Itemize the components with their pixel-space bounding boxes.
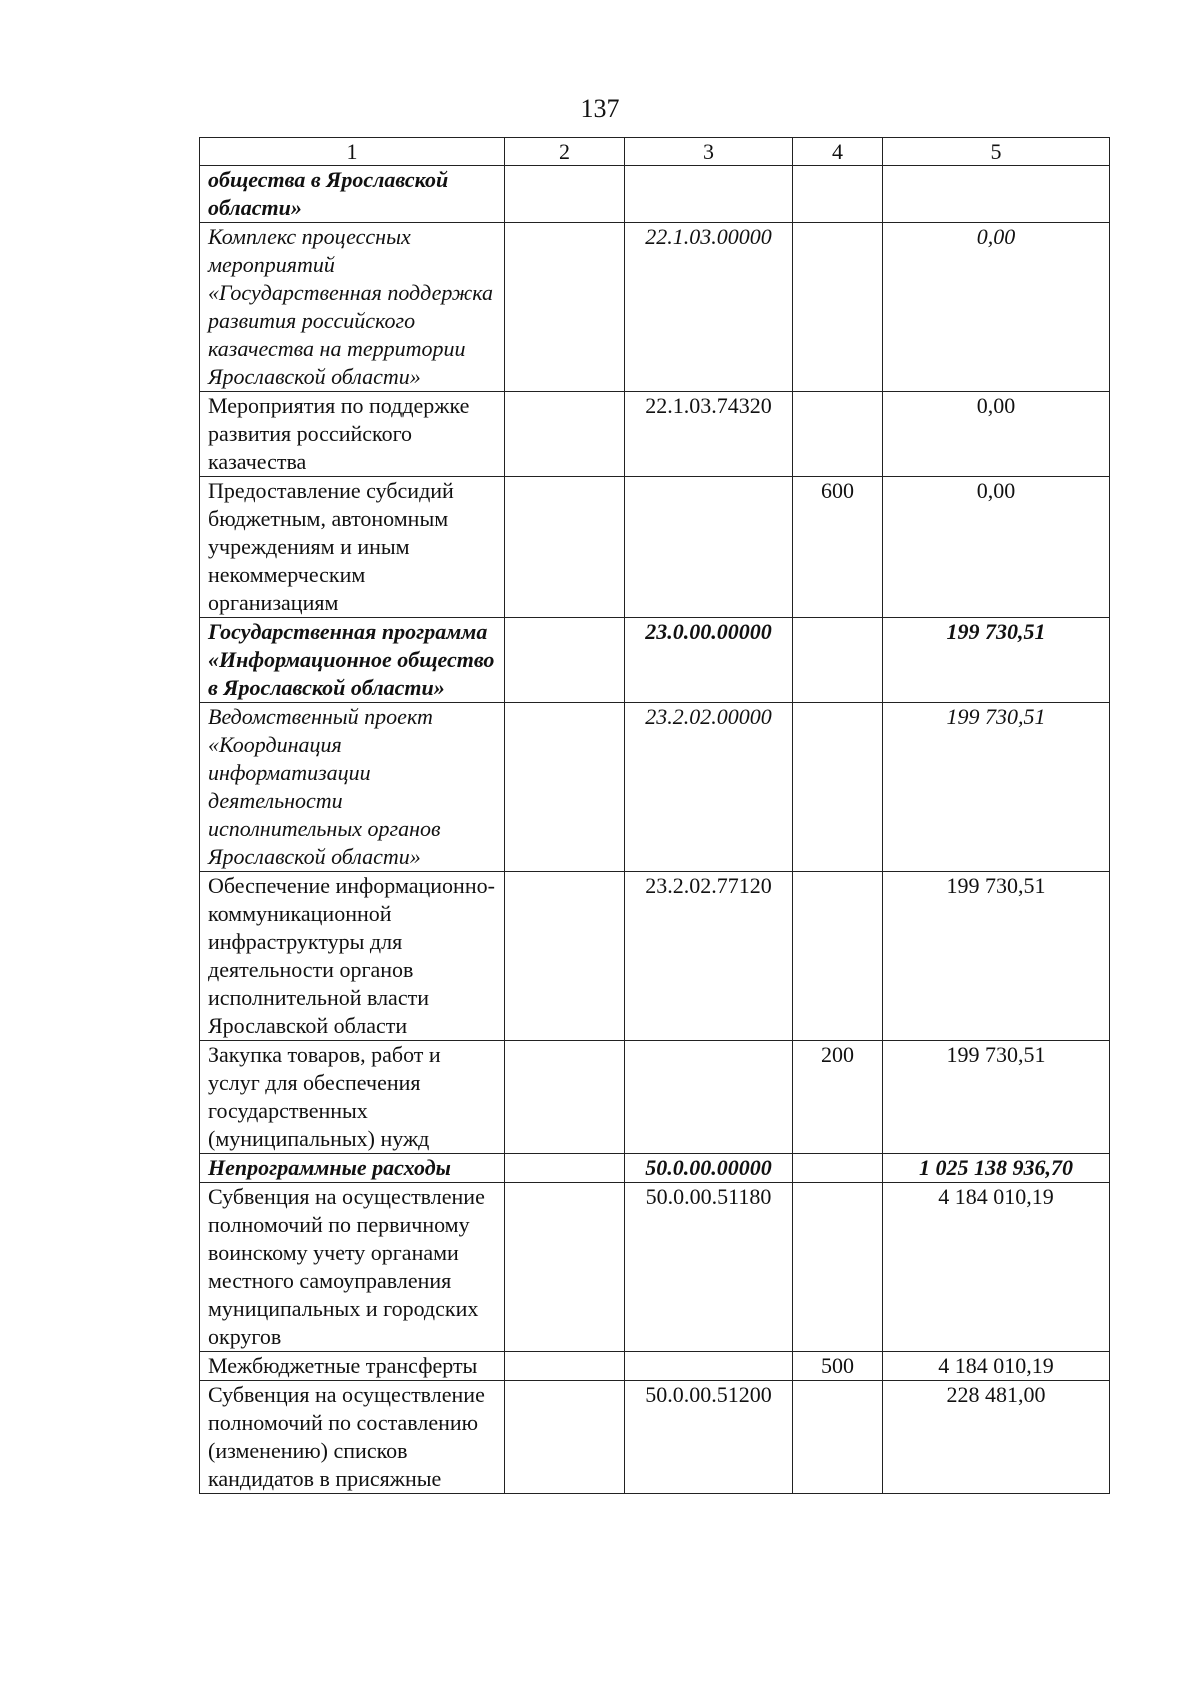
row-description: Субвенция на осуществление полномочий по составлению (изменению) списков кандидатов в присяжные	[200, 1381, 505, 1494]
row-target-code	[625, 477, 793, 618]
row-amount: 1 025 138 936,70	[883, 1154, 1110, 1183]
row-target-code: 23.0.00.00000	[625, 618, 793, 703]
row-expense-type	[793, 618, 883, 703]
row-target-code	[625, 166, 793, 223]
header-col-1: 1	[200, 138, 505, 166]
table-row	[200, 1352, 1110, 1381]
row-amount: 228 481,00	[883, 1381, 1110, 1494]
row-amount: 199 730,51	[883, 872, 1110, 1041]
row-description: Непрограммные расходы	[200, 1154, 505, 1183]
row-target-code: 50.0.00.51200	[625, 1381, 793, 1494]
header-col-3: 3	[625, 138, 793, 166]
table-row	[200, 618, 1110, 703]
table-body	[200, 166, 1110, 1494]
table-row	[200, 392, 1110, 477]
row-col-2	[505, 703, 625, 872]
row-amount: 199 730,51	[883, 618, 1110, 703]
table-row	[200, 223, 1110, 392]
table-row	[200, 1381, 1110, 1494]
row-target-code: 23.2.02.00000	[625, 703, 793, 872]
row-amount: 0,00	[883, 477, 1110, 618]
row-expense-type	[793, 1183, 883, 1352]
header-col-5: 5	[883, 138, 1110, 166]
row-expense-type	[793, 223, 883, 392]
table-row	[200, 1041, 1110, 1154]
table-row	[200, 872, 1110, 1041]
row-col-2	[505, 1154, 625, 1183]
row-col-2	[505, 1183, 625, 1352]
row-expense-type	[793, 872, 883, 1041]
row-target-code	[625, 1352, 793, 1381]
row-amount: 4 184 010,19	[883, 1352, 1110, 1381]
row-description: Мероприятия по поддержке развития российского казачества	[200, 392, 505, 477]
row-target-code: 22.1.03.74320	[625, 392, 793, 477]
row-amount: 0,00	[883, 392, 1110, 477]
header-col-2: 2	[505, 138, 625, 166]
table-header	[200, 138, 1110, 166]
row-expense-type	[793, 392, 883, 477]
row-col-2	[505, 1381, 625, 1494]
row-expense-type	[793, 1154, 883, 1183]
page-number: 137	[580, 94, 620, 123]
row-col-2	[505, 392, 625, 477]
row-description: общества в Ярославской области»	[200, 166, 505, 223]
row-target-code: 50.0.00.51180	[625, 1183, 793, 1352]
row-description: Закупка товаров, работ и услуг для обеспечения государственных (муниципальных) нужд	[200, 1041, 505, 1154]
row-col-2	[505, 618, 625, 703]
row-description: Комплекс процессных мероприятий «Государственная поддержка развития российского казачества на территории Ярославской области»	[200, 223, 505, 392]
budget-table	[199, 137, 1110, 1494]
row-col-2	[505, 1352, 625, 1381]
row-target-code: 50.0.00.00000	[625, 1154, 793, 1183]
row-amount: 0,00	[883, 223, 1110, 392]
row-amount: 199 730,51	[883, 703, 1110, 872]
row-expense-type	[793, 166, 883, 223]
table-row	[200, 1154, 1110, 1183]
row-description: Государственная программа «Информационное общество в Ярославской области»	[200, 618, 505, 703]
row-expense-type: 200	[793, 1041, 883, 1154]
row-target-code: 23.2.02.77120	[625, 872, 793, 1041]
row-expense-type: 500	[793, 1352, 883, 1381]
header-col-4: 4	[793, 138, 883, 166]
table-row	[200, 1183, 1110, 1352]
row-target-code	[625, 1041, 793, 1154]
row-expense-type	[793, 703, 883, 872]
row-amount	[883, 166, 1110, 223]
header-row	[200, 138, 1110, 166]
table-row	[200, 166, 1110, 223]
row-description: Ведомственный проект «Координация информатизации деятельности исполнительных органов Ярославской области»	[200, 703, 505, 872]
row-amount: 4 184 010,19	[883, 1183, 1110, 1352]
row-description: Межбюджетные трансферты	[200, 1352, 505, 1381]
row-expense-type	[793, 1381, 883, 1494]
row-description: Предоставление субсидий бюджетным, автономным учреждениям и иным некоммерческим организациям	[200, 477, 505, 618]
row-col-2	[505, 1041, 625, 1154]
row-expense-type: 600	[793, 477, 883, 618]
row-target-code: 22.1.03.00000	[625, 223, 793, 392]
row-description: Субвенция на осуществление полномочий по первичному воинскому учету органами местного самоуправления муниципальных и городских округов	[200, 1183, 505, 1352]
row-amount: 199 730,51	[883, 1041, 1110, 1154]
row-description: Обеспечение информационно-коммуникационной инфраструктуры для деятельности органов исполнительной власти Ярославской области	[200, 872, 505, 1041]
row-col-2	[505, 166, 625, 223]
table-row	[200, 477, 1110, 618]
row-col-2	[505, 477, 625, 618]
row-col-2	[505, 223, 625, 392]
row-col-2	[505, 872, 625, 1041]
table-row	[200, 703, 1110, 872]
